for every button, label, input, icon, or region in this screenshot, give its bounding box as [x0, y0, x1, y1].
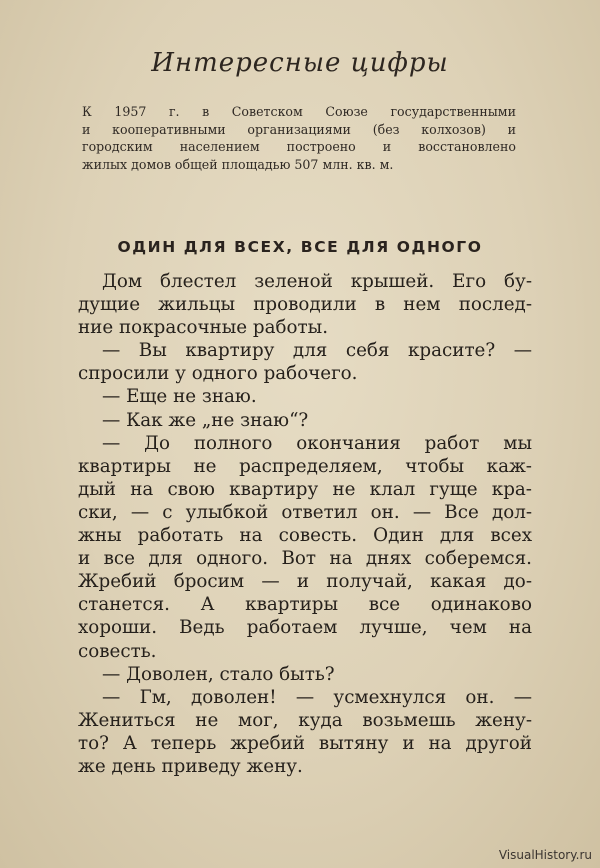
- story-line: — Как же „не знаю“?: [102, 409, 309, 431]
- story-line: — Доволен, стало быть?: [102, 663, 335, 685]
- story-line: дый на свою квартиру не клал гуще кра-: [78, 478, 532, 500]
- story-line: то? А теперь жребий вытяну и на другой: [78, 732, 532, 754]
- fact-paragraph: [82, 103, 516, 173]
- story-line: ски, — с улыбкой ответил он. — Все дол-: [78, 501, 532, 523]
- fact-line: жилых домов общей площадью 507 млн. кв. м.: [82, 156, 394, 172]
- site-watermark: VisualHistory.ru: [498, 848, 592, 862]
- fact-line: городским населением построено и восстановлено: [82, 139, 516, 154]
- fact-line: и кооперативными организациями (без колхозов) и: [82, 121, 516, 137]
- story-line: — Гм, доволен! — усмехнулся он. —: [102, 686, 532, 708]
- story-line: ние покрасочные работы.: [78, 317, 329, 339]
- section-heading: Интересные цифры: [151, 48, 449, 78]
- story-line: — Еще не знаю.: [102, 386, 257, 408]
- story-line: же день приведу жену.: [78, 755, 303, 777]
- fact-line: К 1957 г. в Советском Союзе государственными: [82, 104, 516, 119]
- story-line: квартиры не распределяем, чтобы каж-: [78, 455, 532, 477]
- story-line: совесть.: [78, 640, 157, 662]
- story-line: Дом блестел зеленой крышей. Его бу-: [102, 271, 532, 292]
- story-line: Жребий бросим — и получай, какая до-: [78, 571, 532, 593]
- story-line: дущие жильцы проводили в нем послед-: [78, 294, 532, 316]
- story-line: хороши. Ведь работаем лучше, чем на: [78, 617, 532, 639]
- story-line: — До полного окончания работ мы: [102, 432, 532, 454]
- story-line: жны работать на совесть. Один для всех: [78, 525, 532, 547]
- story-title: ОДИН ДЛЯ ВСЕХ, ВСЕ ДЛЯ ОДНОГО: [117, 238, 483, 256]
- story-line: спросили у одного рабочего.: [78, 363, 358, 385]
- story-line: и все для одного. Вот на днях соберемся.: [78, 548, 532, 570]
- story-line: Жениться не мог, куда возьмешь жену-: [78, 709, 532, 731]
- story-body: [78, 270, 532, 778]
- story-line: станется. А квартиры все одинаково: [78, 594, 532, 616]
- story-line: — Вы квартиру для себя красите? —: [102, 340, 532, 362]
